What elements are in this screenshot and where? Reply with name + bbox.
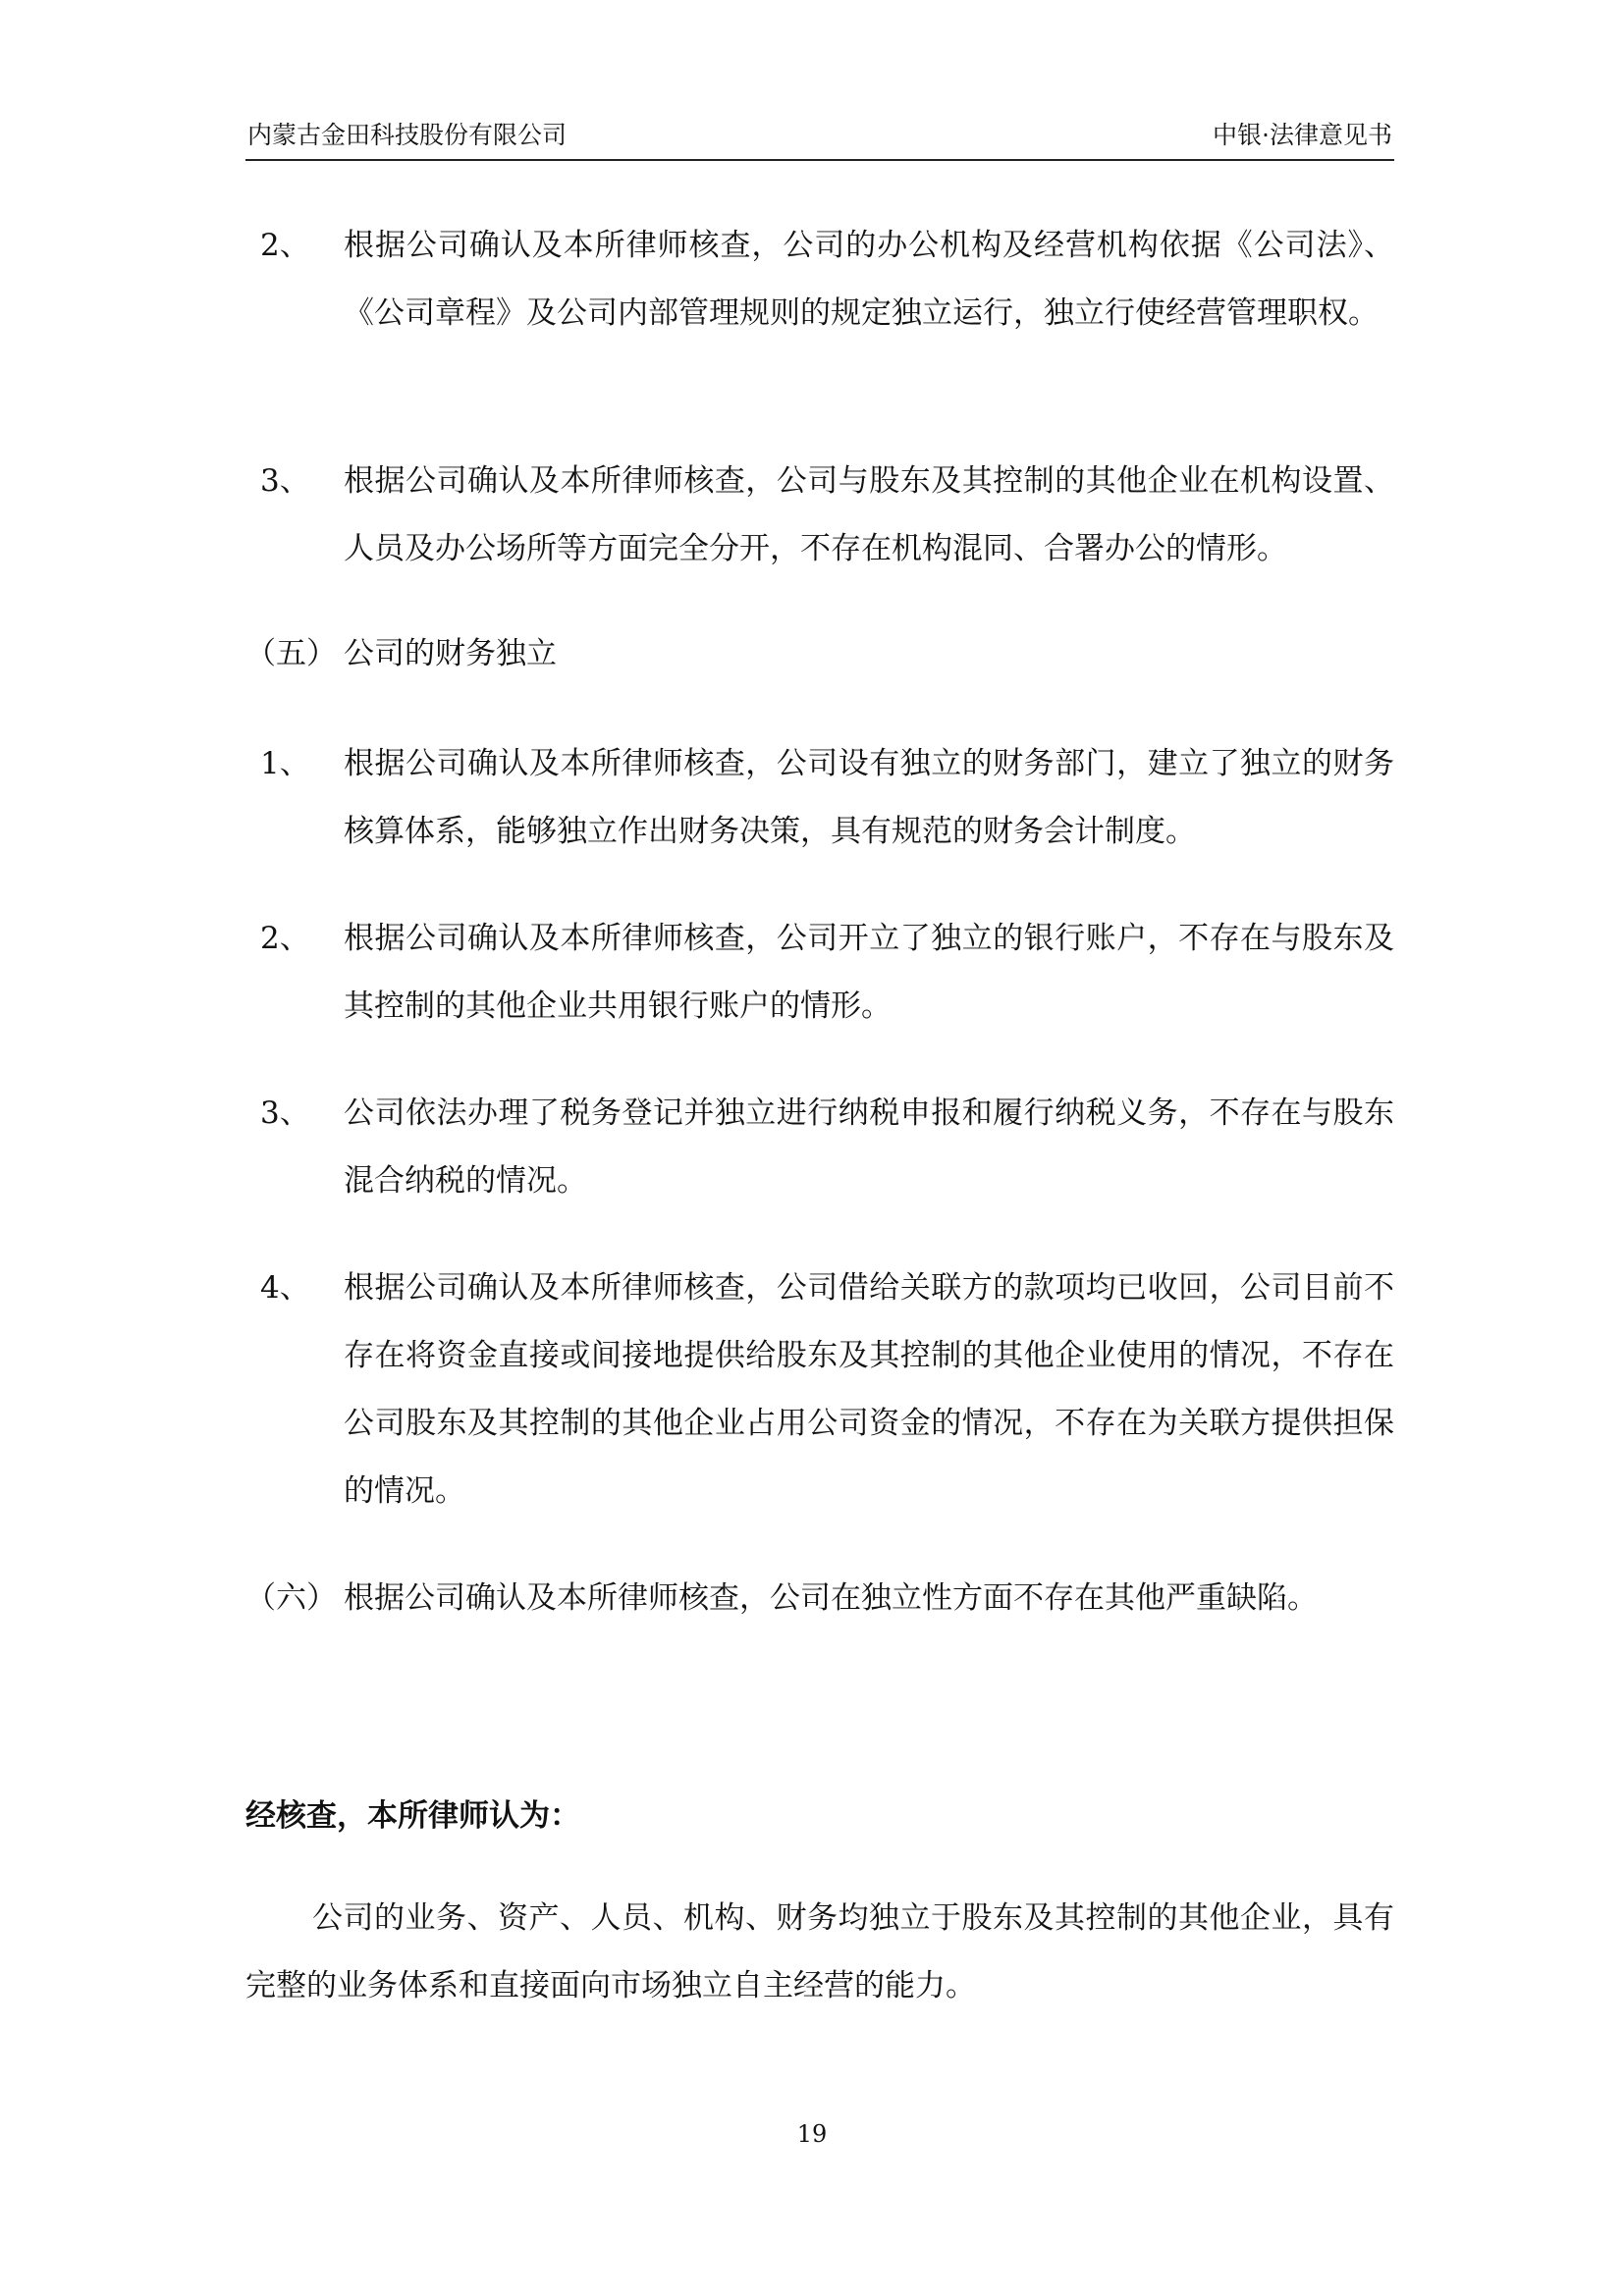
conclusion-title: 经核查，本所律师认为： [245, 1798, 580, 1834]
list-item [260, 212, 1394, 347]
list-item [260, 1080, 1394, 1215]
list-item-number: 2、 [260, 921, 310, 956]
section-label: （六） [245, 1580, 337, 1616]
page-header [245, 110, 1394, 161]
list-item-number: 4、 [260, 1270, 310, 1306]
list-item-text: 根据公司确认及本所律师核查，公司开立了独立的银行账户，不存在与股东及其控制的其他企业共用银行账户的情形。 [344, 921, 1394, 1024]
conclusion-body: 公司的业务、资产、人员、机构、财务均独立于股东及其控制的其他企业，具有完整的业务体系和直接面向市场独立自主经营的能力。 [245, 1900, 1394, 2003]
list-item [260, 730, 1394, 866]
list-item [260, 905, 1394, 1041]
list-item-text: 根据公司确认及本所律师核查，公司的办公机构及经营机构依据《公司法》、《公司章程》及公司内部管理规则的规定独立运行，独立行使经营管理职权。 [344, 228, 1394, 331]
list-item-text: 公司依法办理了税务登记并独立进行纳税申报和履行纳税义务，不存在与股东混合纳税的情况。 [344, 1095, 1394, 1199]
list-item-number: 2、 [260, 228, 310, 263]
section-label: （五） [245, 636, 337, 671]
section-text: 根据公司确认及本所律师核查，公司在独立性方面不存在其他严重缺陷。 [344, 1580, 1318, 1616]
header-document-title: 中银·法律意见书 [1213, 121, 1392, 149]
list-item [260, 1255, 1394, 1525]
list-item-number: 3、 [260, 1095, 310, 1131]
section-paragraph-6 [245, 1565, 1394, 1632]
header-company-name: 内蒙古金田科技股份有限公司 [247, 121, 568, 149]
page-number: 19 [796, 2120, 828, 2148]
list-item-number: 3、 [260, 463, 310, 499]
list-item-number: 1、 [260, 746, 310, 781]
list-item-text: 根据公司确认及本所律师核查，公司借给关联方的款项均已收回，公司目前不存在将资金直接或间接地提供给股东及其控制的其他企业使用的情况，不存在公司股东及其控制的其他企业占用公司资金的情况，不存在为关联方提供担保的情况。 [344, 1270, 1394, 1509]
section-title: 公司的财务独立 [344, 636, 557, 671]
list-item-text: 根据公司确认及本所律师核查，公司设有独立的财务部门，建立了独立的财务核算体系，能够独立作出财务决策，具有规范的财务会计制度。 [344, 746, 1394, 849]
list-item [260, 448, 1394, 583]
list-item-text: 根据公司确认及本所律师核查，公司与股东及其控制的其他企业在机构设置、人员及办公场所等方面完全分开，不存在机构混同、合署办公的情形。 [344, 463, 1394, 566]
section-heading-5 [245, 620, 1394, 688]
